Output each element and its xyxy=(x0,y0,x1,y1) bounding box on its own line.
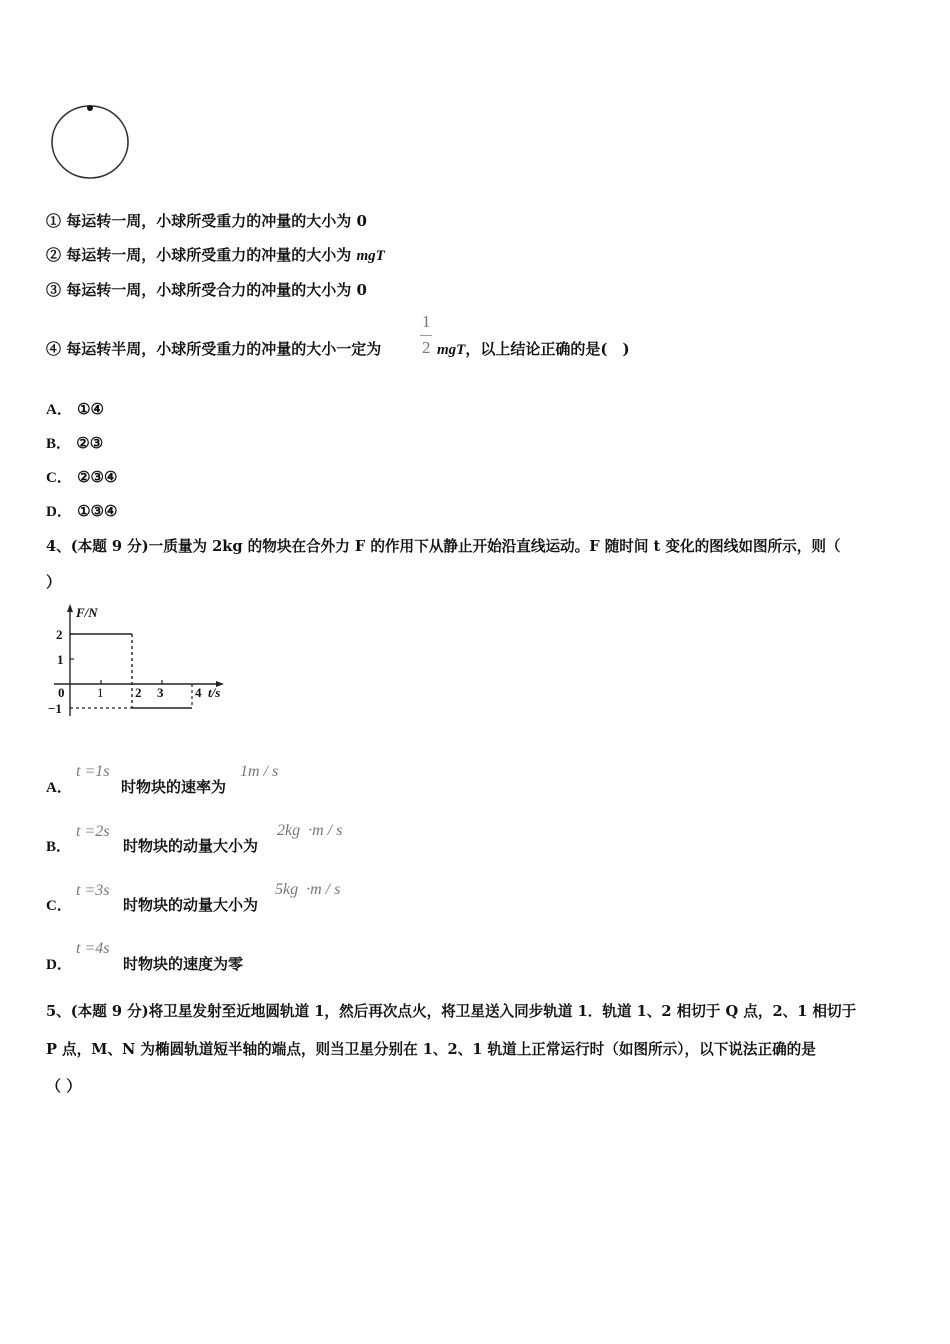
y-axis-label: F/N xyxy=(76,605,98,620)
q4-option-d-letter[interactable]: D． xyxy=(46,957,72,973)
option-letter: C． xyxy=(46,470,72,486)
statement-4-math: mgT xyxy=(437,342,466,358)
q4-option-d-text: 时物块的速度为零 xyxy=(123,955,244,973)
q4-stem-line1: 4、(本题 9 分)一质量为 2kg 的物块在合外力 F 的作用下从静止开始沿直线运动。F 随时间 t 变化的图线如图所示，则（ xyxy=(46,538,841,555)
q4-option-a-letter[interactable]: A． xyxy=(46,780,72,796)
q3-option-b[interactable] xyxy=(46,432,103,453)
q4-option-b-value: 2kg ·m / s xyxy=(277,822,343,839)
option-text: ②③ xyxy=(76,434,104,452)
q5-stem-line1: 5、(本题 9 分)将卫星发射至近地圆轨道 1，然后再次点火，将卫星送入同步轨道 1．轨道 1、2 相切于 Q 点，2、1 相切于 xyxy=(46,1003,857,1020)
x-axis-label: t/s xyxy=(208,685,221,700)
q3-option-a[interactable] xyxy=(46,398,104,419)
option-text: ①③④ xyxy=(77,502,118,520)
fraction-bar xyxy=(420,335,432,336)
y-tick-label-1: 1 xyxy=(57,652,64,667)
origin-label: 0 xyxy=(58,685,65,700)
q4-option-c-time: t =3s xyxy=(76,882,110,899)
q4-stem-line2: ） xyxy=(46,573,62,591)
option-text: ②③④ xyxy=(77,468,118,486)
fraction-denominator: 2 xyxy=(422,338,431,357)
q3-option-c[interactable] xyxy=(46,466,117,487)
force-time-graph xyxy=(44,600,234,722)
q4-option-c-value: 5kg ·m / s xyxy=(275,881,341,898)
y-tick-label-2: 2 xyxy=(56,627,63,642)
q4-option-b-letter[interactable]: B． xyxy=(46,839,72,855)
statement-2-math: mgT xyxy=(356,248,385,264)
q4-option-b-text: 时物块的动量大小为 xyxy=(123,837,259,855)
statement-1: ① 每运转一周，小球所受重力的冲量的大小为 0 xyxy=(46,212,367,230)
x-tick-label-3: 3 xyxy=(157,685,164,700)
option-letter: D． xyxy=(46,504,72,520)
x-tick-label-2: 2 xyxy=(135,685,142,700)
statement-2-text: ② 每运转一周，小球所受重力的冲量的大小为 xyxy=(46,246,357,264)
circle-orbit-figure xyxy=(44,100,136,184)
x-tick-label-4: 4 xyxy=(195,685,202,700)
q4-option-a-value: 1m / s xyxy=(240,763,279,780)
y-tick-label-neg1: −1 xyxy=(48,701,62,716)
statement-4-rest xyxy=(437,338,630,359)
option-letter: A． xyxy=(46,402,72,418)
statement-4-tail: ，以上结论正确的是( ) xyxy=(465,340,630,358)
q4-option-a-time: t =1s xyxy=(76,763,110,780)
q3-option-d[interactable] xyxy=(46,500,117,521)
fraction-numerator: 1 xyxy=(422,312,431,331)
q4-option-c-letter[interactable]: C． xyxy=(46,898,72,914)
q4-option-a-text: 时物块的速率为 xyxy=(121,778,227,796)
q4-option-d-time: t =4s xyxy=(76,940,110,957)
circle-path xyxy=(52,106,128,178)
statement-3: ③ 每运转一周，小球所受合力的冲量的大小为 0 xyxy=(46,281,367,299)
y-axis-arrow xyxy=(67,604,73,612)
q4-option-b-time: t =2s xyxy=(76,823,110,840)
statement-4-text: ④ 每运转半周，小球所受重力的冲量的大小一定为 xyxy=(46,340,382,358)
q4-option-c-text: 时物块的动量大小为 xyxy=(123,896,259,914)
statement-4 xyxy=(46,338,381,359)
q5-stem-line2: P 点，M、N 为椭圆轨道短半轴的端点，则当卫星分别在 1、2、1 轨道上正常运行时（如图所示），以下说法正确的是 xyxy=(46,1041,816,1058)
x-tick-label-1: 1 xyxy=(97,685,104,700)
statement-2 xyxy=(46,244,385,265)
ball-dot xyxy=(87,105,93,111)
option-letter: B． xyxy=(46,436,72,452)
q5-stem-line3: （ ） xyxy=(46,1077,82,1095)
option-text: ①④ xyxy=(77,400,104,418)
